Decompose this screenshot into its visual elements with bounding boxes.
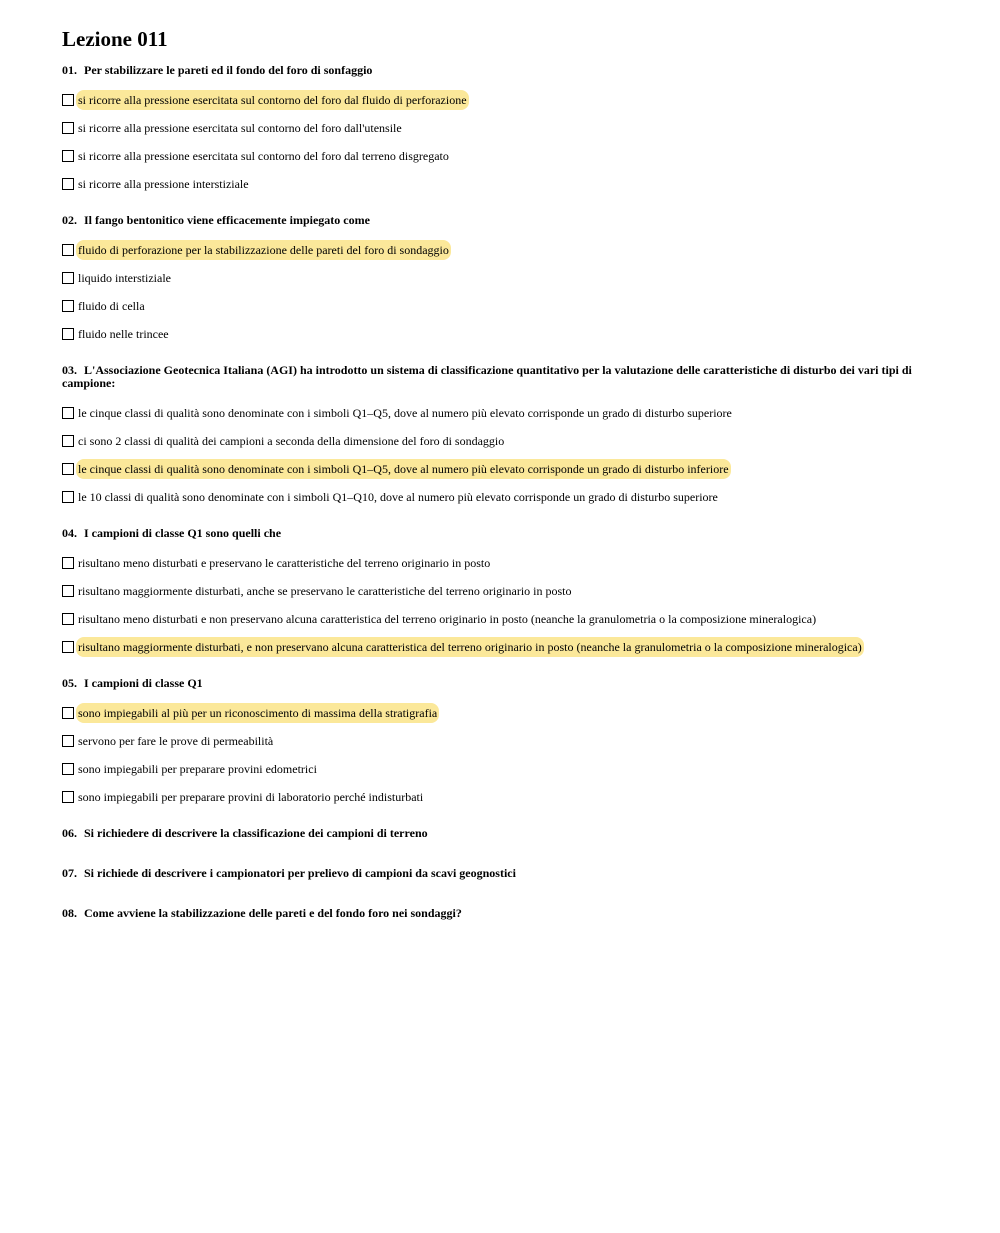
answer-text: si ricorre alla pressione esercitata sul contorno del foro dal terreno disgregato (78, 149, 449, 163)
question-list (62, 64, 942, 807)
answer-text: risultano maggiormente disturbati, e non preservano alcuna caratteristica del terreno originario in posto (neanche la granulometria o la composizione mineralogica) (76, 637, 864, 657)
answer-option-highlighted[interactable] (62, 459, 942, 479)
answer-checkbox[interactable] (62, 407, 74, 419)
answer-option[interactable] (62, 146, 942, 166)
question-block (62, 64, 942, 194)
open-question-list (62, 827, 942, 920)
question-number: 02. (62, 213, 77, 227)
question-label: Per stabilizzare le pareti ed il fondo del foro di sonfaggio (84, 63, 373, 77)
answer-checkbox[interactable] (62, 300, 74, 312)
answer-option-highlighted[interactable] (62, 637, 942, 657)
answer-text: fluido di cella (78, 299, 145, 313)
question-number: 06. (62, 826, 77, 840)
question-block (62, 527, 942, 657)
answer-checkbox[interactable] (62, 735, 74, 747)
question-number: 03. (62, 363, 77, 377)
question-text (62, 907, 942, 920)
answer-text: le 10 classi di qualità sono denominate con i simboli Q1–Q10, dove al numero più elevato corrisponde un grado di disturbo superiore (78, 490, 718, 504)
answer-checkbox[interactable] (62, 613, 74, 625)
answer-checkbox[interactable] (62, 641, 74, 653)
question-label: L'Associazione Geotecnica Italiana (AGI) ha introdotto un sistema di classificazione quantitativo per la valutazione delle caratteristiche di disturbo dei vari tipi di campione: (62, 363, 912, 390)
question-number: 04. (62, 526, 77, 540)
answer-checkbox[interactable] (62, 791, 74, 803)
question-text (62, 677, 942, 690)
question-block (62, 677, 942, 807)
answer-text: risultano meno disturbati e preservano le caratteristiche del terreno originario in posto (78, 556, 491, 570)
answer-option[interactable] (62, 174, 942, 194)
open-question-block (62, 867, 942, 880)
answer-option[interactable] (62, 268, 942, 288)
answer-option[interactable] (62, 553, 942, 573)
answer-checkbox[interactable] (62, 463, 74, 475)
answer-text: risultano meno disturbati e non preservano alcuna caratteristica del terreno originario in posto (neanche la granulometria o la composizione mineralogica) (78, 612, 817, 626)
answer-text: si ricorre alla pressione interstiziale (78, 177, 249, 191)
answer-option-highlighted[interactable] (62, 703, 942, 723)
answer-checkbox[interactable] (62, 178, 74, 190)
answer-checkbox[interactable] (62, 557, 74, 569)
answer-text: sono impiegabili al più per un riconoscimento di massima della stratigrafia (76, 703, 439, 723)
answer-option[interactable] (62, 731, 942, 751)
question-text (62, 527, 942, 540)
open-question-block (62, 907, 942, 920)
question-block (62, 214, 942, 344)
answer-text: fluido di perforazione per la stabilizzazione delle pareti del foro di sondaggio (76, 240, 451, 260)
answer-checkbox[interactable] (62, 585, 74, 597)
answer-text: fluido nelle trincee (78, 327, 169, 341)
answer-checkbox[interactable] (62, 94, 74, 106)
answer-checkbox[interactable] (62, 244, 74, 256)
question-text (62, 364, 942, 390)
answer-checkbox[interactable] (62, 491, 74, 503)
question-label: Il fango bentonitico viene efficacemente impiegato come (84, 213, 370, 227)
answer-option[interactable] (62, 118, 942, 138)
answer-checkbox[interactable] (62, 763, 74, 775)
answer-option[interactable] (62, 759, 942, 779)
answer-option[interactable] (62, 787, 942, 807)
answer-text: le cinque classi di qualità sono denominate con i simboli Q1–Q5, dove al numero più elevato corrisponde un grado di disturbo inferiore (76, 459, 731, 479)
answer-option[interactable] (62, 403, 942, 423)
answer-text: servono per fare le prove di permeabilità (78, 734, 274, 748)
question-label: Si richiede di descrivere i campionatori per prelievo di campioni da scavi geognostici (84, 866, 516, 880)
answer-checkbox[interactable] (62, 435, 74, 447)
question-number: 05. (62, 676, 77, 690)
question-text (62, 214, 942, 227)
answer-checkbox[interactable] (62, 272, 74, 284)
answer-option[interactable] (62, 296, 942, 316)
answer-option-highlighted[interactable] (62, 240, 942, 260)
answer-text: le cinque classi di qualità sono denominate con i simboli Q1–Q5, dove al numero più elevato corrisponde un grado di disturbo superiore (78, 406, 732, 420)
answer-checkbox[interactable] (62, 122, 74, 134)
question-label: I campioni di classe Q1 sono quelli che (84, 526, 282, 540)
question-text (62, 64, 942, 77)
answer-option[interactable] (62, 581, 942, 601)
question-label: Si richiedere di descrivere la classificazione dei campioni di terreno (84, 826, 428, 840)
question-text (62, 827, 942, 840)
open-question-block (62, 827, 942, 840)
page-title: Lezione 011 (62, 27, 168, 51)
question-number: 07. (62, 866, 77, 880)
answer-text: sono impiegabili per preparare provini di laboratorio perché indisturbati (78, 790, 424, 804)
question-label: Come avviene la stabilizzazione delle pareti e del fondo foro nei sondaggi? (84, 906, 462, 920)
question-label: I campioni di classe Q1 (84, 676, 203, 690)
document-page (62, 27, 942, 947)
answer-option[interactable] (62, 487, 942, 507)
answer-text: si ricorre alla pressione esercitata sul contorno del foro dal fluido di perforazione (76, 90, 469, 110)
answer-option-highlighted[interactable] (62, 90, 942, 110)
answer-text: liquido interstiziale (78, 271, 171, 285)
answer-checkbox[interactable] (62, 707, 74, 719)
question-text (62, 867, 942, 880)
answer-option[interactable] (62, 431, 942, 451)
answer-text: si ricorre alla pressione esercitata sul contorno del foro dall'utensile (78, 121, 402, 135)
question-number: 08. (62, 906, 77, 920)
question-block (62, 364, 942, 507)
answer-text: sono impiegabili per preparare provini edometrici (78, 762, 317, 776)
answer-text: risultano maggiormente disturbati, anche se preservano le caratteristiche del terreno originario in posto (78, 584, 572, 598)
answer-option[interactable] (62, 324, 942, 344)
question-number: 01. (62, 63, 77, 77)
answer-checkbox[interactable] (62, 150, 74, 162)
answer-checkbox[interactable] (62, 328, 74, 340)
answer-text: ci sono 2 classi di qualità dei campioni a seconda della dimensione del foro di sondaggio (78, 434, 505, 448)
answer-option[interactable] (62, 609, 942, 629)
